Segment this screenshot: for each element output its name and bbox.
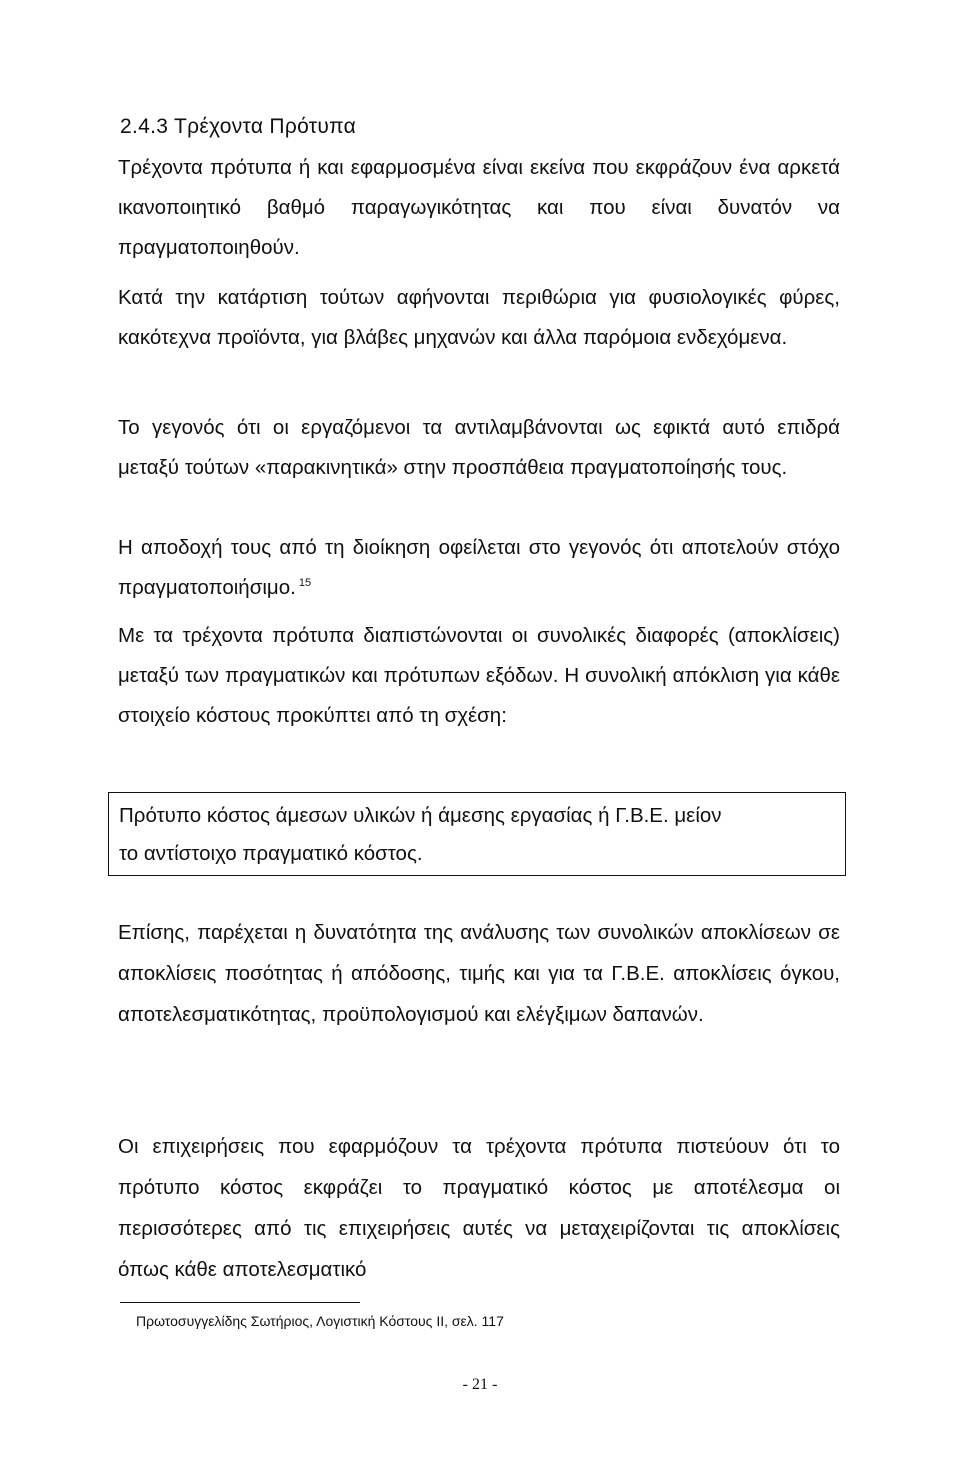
paragraph-motivation: Το γεγονός ότι οι εργαζόμενοι τα αντιλαμβάνονται ως εφικτά αυτό επιδρά μεταξύ τούτων «παρακινητικά» στην προσπάθεια πραγματοποίησής τους. <box>118 416 840 479</box>
formula-line-1: Πρότυπο κόστος άμεσων υλικών ή άμεσης εργασίας ή Γ.Β.Ε. μείον <box>119 804 722 827</box>
paragraph-acceptance-text: Η αποδοχή τους από τη διοίκηση οφείλεται στο γεγονός ότι αποτελούν στόχο πραγματοποιήσιμο. <box>118 536 840 599</box>
formula-line-2: το αντίστοιχο πραγματικό κόστος. <box>119 842 423 865</box>
page-number: - 21 - <box>462 1376 498 1393</box>
paragraph-margins: Κατά την κατάρτιση τούτων αφήνονται περιθώρια για φυσιολογικές φύρες, κακότεχνα προϊόντα, για βλάβες μηχανών και άλλα παρόμοια ενδεχόμενα. <box>118 286 840 349</box>
section-heading: 2.4.3 Τρέχοντα Πρότυπα <box>120 115 357 138</box>
formula-box <box>108 792 846 876</box>
paragraph-variances: Με τα τρέχοντα πρότυπα διαπιστώνονται οι συνολικές διαφορές (αποκλίσεις) μεταξύ των πραγματικών και πρότυπων εξόδων. Η συνολική απόκλιση για κάθε στοιχείο κόστους προκύπτει από τη σχέση: <box>118 624 840 727</box>
paragraph-acceptance <box>118 528 840 608</box>
footnote-divider <box>120 1302 360 1303</box>
footnote-reference: 15 <box>298 577 312 590</box>
paragraph-analysis: Επίσης, παρέχεται η δυνατότητα της ανάλυσης των συνολικών αποκλίσεων σε αποκλίσεις ποσότητας ή απόδοσης, τιμής και για τα Γ.Β.Ε. αποκλίσεις όγκου, αποτελεσματικότητας, προϋπολογισμού και ελέγξιμων δαπανών. <box>118 921 840 1026</box>
footnote: Πρωτοσυγγελίδης Σωτήριος, Λογιστική Κόστους ΙΙ, σελ. 117 <box>136 1313 504 1329</box>
paragraph-definition: Τρέχοντα πρότυπα ή και εφαρμοσμένα είναι εκείνα που εκφράζουν ένα αρκετά ικανοποιητικό βαθμό παραγωγικότητας και που είναι δυνατόν να πραγματοποιηθούν. <box>118 156 840 259</box>
paragraph-businesses: Οι επιχειρήσεις που εφαρμόζουν τα τρέχοντα πρότυπα πιστεύουν ότι το πρότυπο κόστος εκφράζει το πραγματικό κόστος με αποτέλεσμα οι περισσότερες από τις επιχειρήσεις αυτές να μεταχειρίζονται τις αποκλίσεις όπως κάθε αποτελεσματικό <box>118 1135 840 1281</box>
